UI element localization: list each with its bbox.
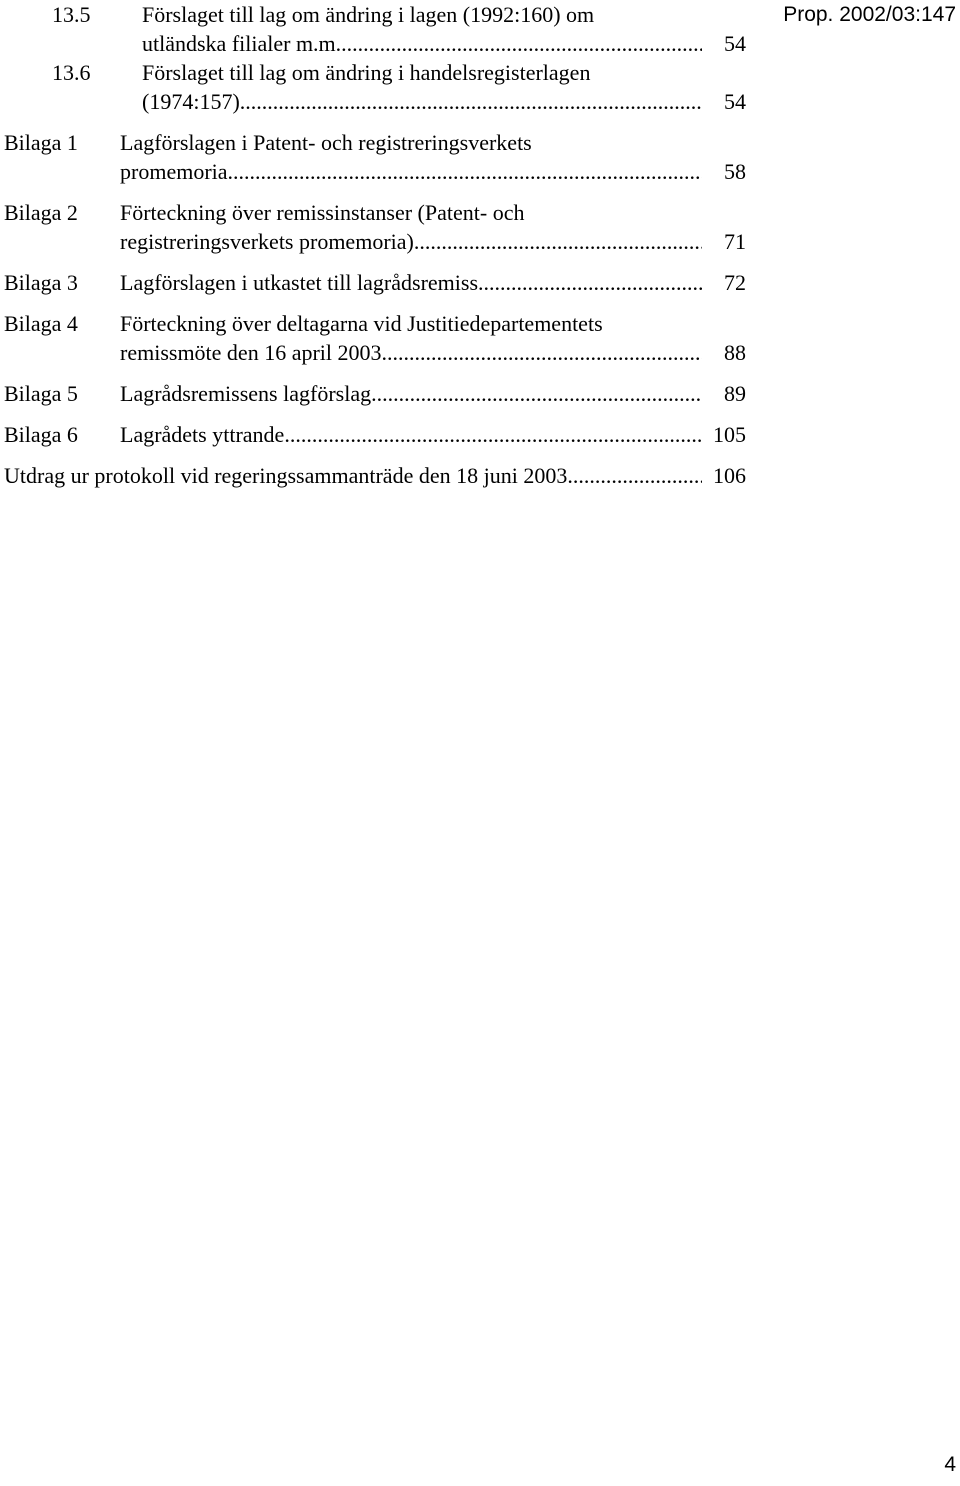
toc-entry-page: 72 — [724, 270, 746, 295]
toc-entry-title: Lagrådsremissens lagförslag — [120, 381, 372, 406]
toc-entry[interactable] — [0, 0, 760, 58]
toc-entry[interactable] — [0, 128, 760, 186]
toc-entry-page: 54 — [724, 31, 746, 56]
toc-entry[interactable] — [0, 420, 760, 449]
toc-entry-title-line1: Förslaget till lag om ändring i lagen (1992:160) om — [142, 2, 595, 27]
dot-leader — [341, 29, 702, 58]
toc-entry-page: 105 — [713, 422, 746, 447]
dot-leader — [567, 461, 702, 490]
toc-entry-title-line2: remissmöte den 16 april 2003 — [120, 340, 382, 365]
dot-leader — [228, 157, 702, 186]
toc-entry-number: 13.6 — [52, 60, 91, 85]
toc-entry-title-line2: utländska filialer m.m. — [142, 31, 342, 56]
dot-leader — [284, 420, 702, 449]
dot-leader — [240, 87, 702, 116]
toc-entry[interactable] — [0, 461, 760, 490]
toc-entry[interactable] — [0, 58, 760, 116]
toc-entry-title-line1: Förteckning över deltagarna vid Justitiedepartementets — [120, 311, 603, 336]
toc-entry-title-line1: Förslaget till lag om ändring i handelsregisterlagen — [142, 60, 591, 85]
dot-leader — [371, 379, 702, 408]
toc-entry-number: 13.5 — [52, 2, 91, 27]
page-number: 4 — [944, 1453, 956, 1476]
toc-entry-title-line1: Förteckning över remissinstanser (Patent- och — [120, 200, 525, 225]
table-of-contents — [0, 0, 760, 490]
toc-entry-page: 89 — [724, 381, 746, 406]
toc-entry-number: Bilaga 2 — [4, 200, 78, 225]
dot-leader — [414, 227, 702, 256]
toc-entry[interactable] — [0, 379, 760, 408]
toc-entry-title: Utdrag ur protokoll vid regeringssammanträde den 18 juni 2003 — [4, 463, 568, 488]
toc-entry-title-line1: Lagförslagen i Patent- och registreringsverkets — [120, 130, 532, 155]
toc-entry-page: 58 — [724, 159, 746, 184]
toc-entry-page: 71 — [724, 229, 746, 254]
toc-entry-number: Bilaga 4 — [4, 311, 78, 336]
toc-entry-page: 88 — [724, 340, 746, 365]
toc-entry-title: Lagförslagen i utkastet till lagrådsremiss — [120, 270, 479, 295]
toc-entry[interactable] — [0, 309, 760, 367]
toc-entry[interactable] — [0, 268, 760, 297]
toc-entry[interactable] — [0, 198, 760, 256]
toc-entry-number: Bilaga 1 — [4, 130, 78, 155]
dot-leader — [478, 268, 702, 297]
toc-entry-number: Bilaga 6 — [4, 422, 78, 447]
toc-entry-title-line2: registreringsverkets promemoria) — [120, 229, 414, 254]
dot-leader — [382, 338, 702, 367]
toc-entry-title-line2: promemoria — [120, 159, 228, 184]
toc-entry-page: 106 — [713, 463, 746, 488]
toc-entry-title: Lagrådets yttrande — [120, 422, 285, 447]
toc-entry-number: Bilaga 5 — [4, 381, 78, 406]
toc-entry-page: 54 — [724, 89, 746, 114]
proposition-reference: Prop. 2002/03:147 — [783, 3, 956, 26]
toc-entry-title-line2: (1974:157) — [142, 89, 240, 114]
toc-entry-number: Bilaga 3 — [4, 270, 78, 295]
